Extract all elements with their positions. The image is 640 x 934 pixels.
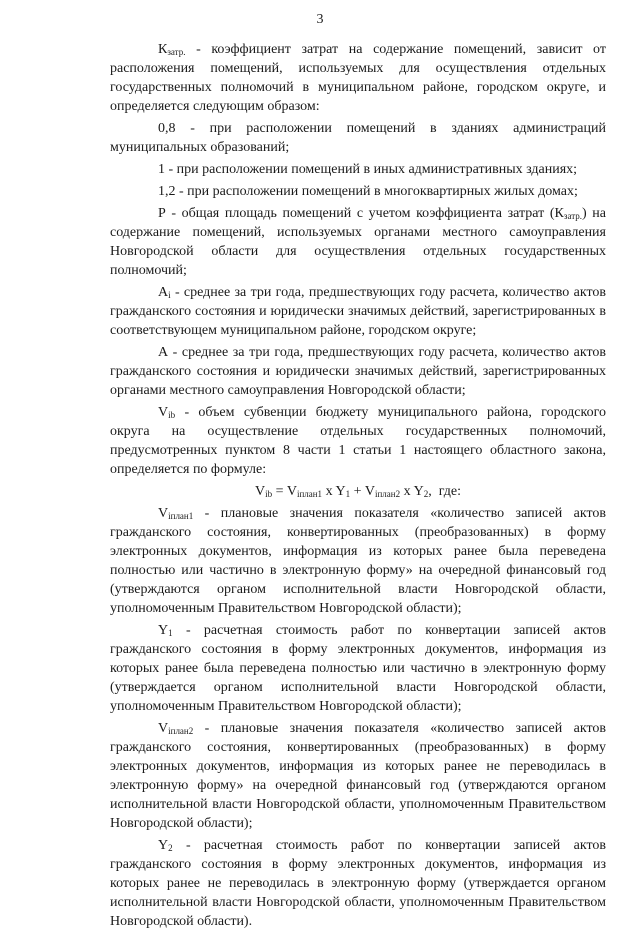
paragraph-text: ) на содержание помещений, используемых органами местного самоуправления Новгородской области для осуществления отдельных государственных полномочий; xyxy=(110,206,607,278)
paragraph-vib xyxy=(110,403,606,479)
subscript: iплан1 xyxy=(168,511,194,521)
paragraph-text: - расчетная стоимость работ по конвертации записей актов гражданского состояния в форму электронных документов, информация из которых ранее была переведена полностью или частично в электронную форму (утверждается органом исполнительной власти Новгородской области, уполномоченным Правительством Новгородской области); xyxy=(110,623,606,714)
paragraph-text: - плановые значения показателя «количество записей актов гражданского состояния, конвертированных (преобразованных) в форму электронных документов, информация из которых ранее была переведена полностью или частично в электронную форму» на очередной финансовый год (утверждаются органом исполнительной власти Новгородской области, уполномоченным Правительством Новгородской области); xyxy=(110,506,606,616)
paragraph-text: - плановые значения показателя «количество записей актов гражданского состояния, конвертированных (преобразованных) в форму электронных документов, информация из которых ранее не переводилась в электронную форму» на очередной финансовый год (утверждаются органом исполнительной власти Новгородской области, уполномоченным Правительством Новгородской области); xyxy=(110,721,606,831)
subscript: 1 xyxy=(168,628,173,638)
subscript: i xyxy=(168,290,171,300)
page-number: 3 xyxy=(316,12,324,27)
paragraph-coef-08: 0,8 - при расположении помещений в зданиях администраций муниципальных образований; xyxy=(110,121,606,155)
paragraph-text: Р - общая площадь помещений с учетом коэффициента затрат (К xyxy=(158,206,564,221)
paragraph-ai xyxy=(110,283,606,340)
paragraph-coef-12: 1,2 - при расположении помещений в многоквартирных жилых домах; xyxy=(158,184,578,199)
paragraph-k-zatr xyxy=(110,40,606,116)
paragraph-a: А - среднее за три года, предшествующих году расчета, количество актов гражданского состояния и юридически значимых действий, зарегистрированных органами местного самоуправления Новгородской области; xyxy=(110,345,606,398)
subscript: затр. xyxy=(167,47,186,57)
paragraph-text: - среднее за три года, предшествующих году расчета, количество актов гражданского состояния и юридически значимых действий, зарегистрированных в соответствующем муниципальном районе, городском округе; xyxy=(110,285,606,338)
document-body xyxy=(110,40,606,934)
paragraph-viplan1 xyxy=(110,504,606,618)
paragraph-text: - объем субвенции бюджету муниципального района, городского округа на осуществление отдельных государственных полномочий, предусмотренных пунктом 8 части 1 статьи 1 настоящего областного закона, определяется по формуле: xyxy=(110,405,606,477)
subscript: iплан2 xyxy=(168,726,194,736)
paragraph-y2 xyxy=(110,836,606,931)
formula: $V_{ib} = V_{iплан1}$ x $Y_1 + V_{iплан2}$ x $Y_2$, где: xyxy=(255,484,461,499)
paragraph-text: - расчетная стоимость работ по конвертации записей актов гражданского состояния в форму электронных документов, информация из которых ранее не переводилась в электронную форму (утверждается органом исполнительной власти Новгородской области, уполномоченным Правительством Новгородской области). xyxy=(110,838,606,929)
symbol: V xyxy=(158,721,169,736)
symbol: К xyxy=(158,42,168,57)
subscript: затр. xyxy=(563,211,583,221)
paragraph-text: - коэффициент затрат на содержание помещений, зависит от расположения помещений, используемых для осуществления отдельных государственных полномочий в муниципальном районе, городском округе, и определяется следующим образом: xyxy=(110,42,606,114)
subscript: ib xyxy=(168,410,176,420)
symbol: Y xyxy=(158,838,169,853)
paragraph-y1 xyxy=(110,621,606,716)
symbol: А xyxy=(158,285,169,300)
symbol: Y xyxy=(158,623,169,638)
symbol: V xyxy=(158,506,169,521)
subscript: 2 xyxy=(168,843,173,853)
paragraph-viplan2 xyxy=(110,719,606,833)
paragraph-p xyxy=(110,204,606,280)
paragraph-coef-1: 1 - при расположении помещений в иных административных зданиях; xyxy=(158,162,578,177)
symbol: V xyxy=(158,405,169,420)
